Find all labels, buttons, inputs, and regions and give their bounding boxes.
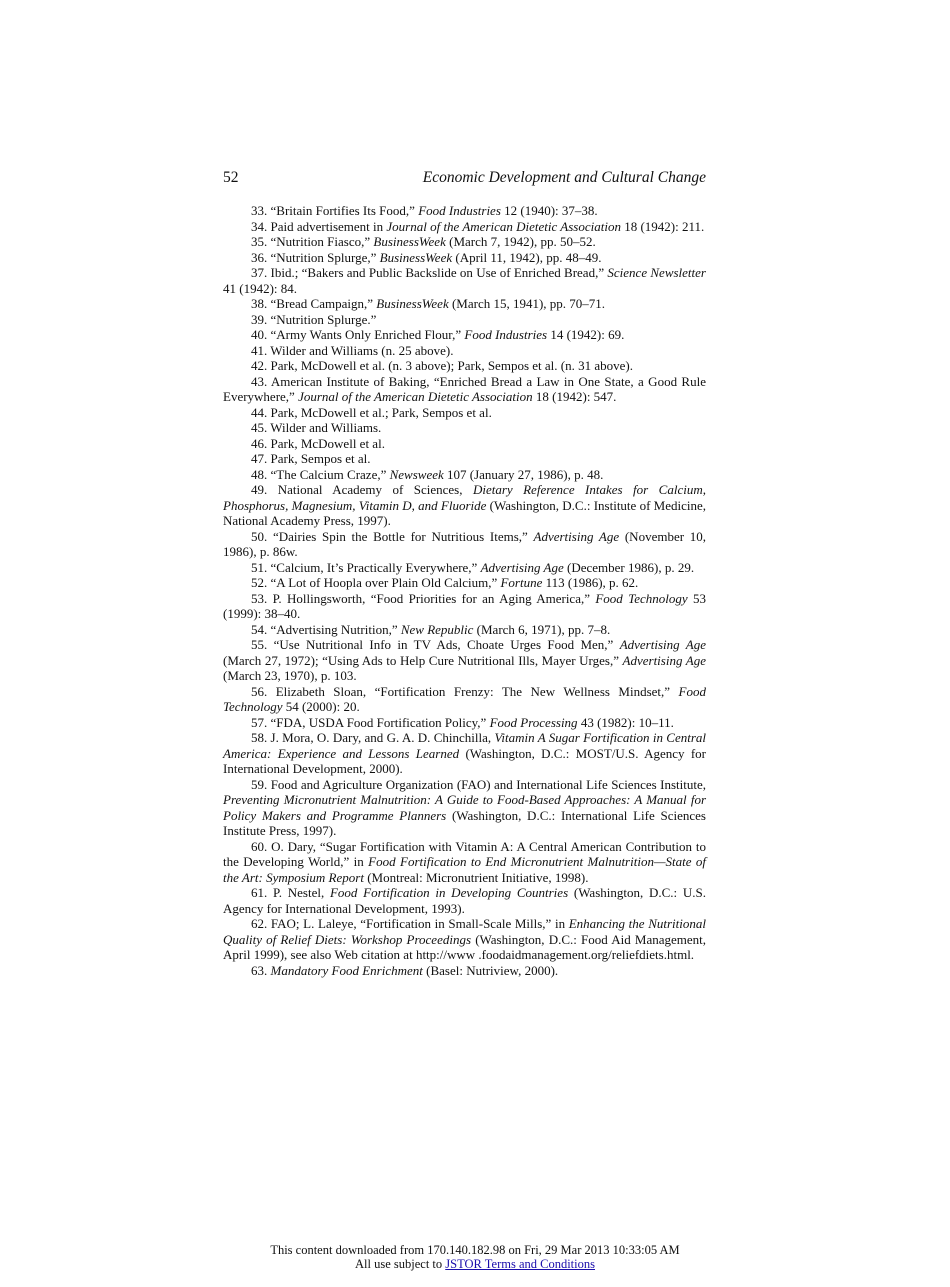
endnote-title: Food Technology [595,590,688,606]
endnote-title: Food Processing [489,714,578,730]
endnote [223,312,706,328]
endnote-text: (March 23, 1970), p. 103. [223,668,357,683]
endnote [223,420,706,436]
endnote-text: 40. “Army Wants Only Enriched Flour,” [251,327,465,342]
endnote [223,482,706,529]
endnote-title: Food Technology [223,683,706,714]
endnote-text: 50. “Dairies Spin the Bottle for Nutritious Items,” [251,528,534,544]
endnote [223,219,706,235]
endnote-title: Enhancing the Nutritional Quality of Relief Diets: Workshop Proceedings [223,916,706,947]
endnote-text: 46. Park, McDowell et al. [251,435,385,451]
endnote-title: Dietary Reference Intakes for Calcium, Phosphorus, Magnesium, Vitamin D, and Fluoride [223,482,706,513]
endnote-text: (March 27, 1972); “Using Ads to Help Cure Nutritional Ills, Mayer Urges,” [223,652,623,668]
page-number: 52 [223,169,239,186]
endnote [223,560,706,576]
endnote-text: 34. Paid advertisement in [251,218,387,234]
endnote-title: New Republic [400,621,474,637]
download-info: This content downloaded from 170.140.182.98 on Fri, 29 Mar 2013 10:33:05 AM [270,1243,680,1257]
endnote-title: Science Newsletter [607,265,706,280]
endnote-text: 52. “A Lot of Hoopla over Plain Old Calcium,” [251,575,501,590]
endnote-title: Fortune [500,575,543,590]
endnote [223,374,706,405]
endnote [223,451,706,467]
endnote-title: BusinessWeek [376,296,449,311]
endnote [223,234,706,250]
endnote-title: Vitamin A Sugar Fortification in Central America: Experience and Lessons Learned [223,730,706,761]
endnote-text: 36. “Nutrition Splurge,” [251,249,380,265]
endnote-title: Newsweek [389,466,444,482]
endnote-text: 54. “Advertising Nutrition,” [251,621,401,637]
endnote-text: (Basel: Nutriview, 2000). [422,962,559,978]
endnote-text: 57. “FDA, USDA Food Fortification Policy,” [251,714,490,730]
endnote [223,358,706,374]
endnote-text: (Washington, D.C.: Institute of Medicine, National Academy Press, 1997). [223,497,707,528]
endnote-title: Journal of the American Dietetic Association [298,389,533,404]
terms-prefix: All use subject to [355,1257,446,1271]
endnote-text: (Washington, D.C.: Food Aid Management, April 1999), see also Web citation at http://www .foodaidmanagement.org/reliefdiets.html. [223,931,706,962]
endnote-text: 12 (1940): 37–38. [500,203,598,218]
endnote-title: BusinessWeek [379,249,453,265]
endnote-title: Food Fortification in Developing Countries [329,885,569,900]
endnote-text: 18 (1942): 211. [620,218,705,234]
endnote-text: 43 (1982): 10–11. [577,714,674,730]
endnote [223,575,706,591]
endnote [223,343,706,359]
endnote [223,622,706,638]
endnote [223,916,706,963]
endnote-title: Advertising Age [622,652,706,668]
endnote-title: Mandatory Food Enrichment [270,962,423,978]
endnotes-list [223,203,706,978]
endnote-text: 59. Food and Agriculture Organization (FAO) and International Life Sciences Institute, [251,776,706,792]
endnote-text: 49. National Academy of Sciences, [251,482,473,497]
endnote [223,436,706,452]
endnote [223,467,706,483]
endnote-text: 45. Wilder and Williams. [251,420,382,435]
endnote-text: 107 (January 27, 1986), p. 48. [443,466,604,482]
endnote-text: (April 11, 1942), pp. 48–49. [452,249,602,265]
endnote-text: 18 (1942): 547. [532,389,617,404]
endnote-text: 56. Elizabeth Sloan, “Fortification Frenzy: The New Wellness Mindset,” [251,683,679,699]
endnote-text: 62. FAO; L. Laleye, “Fortification in Small-Scale Mills,” in [251,916,569,931]
endnote [223,715,706,731]
endnote-text: 54 (2000): 20. [282,699,360,714]
endnote-text: 44. Park, McDowell et al.; Park, Sempos et al. [251,404,492,420]
endnote [223,963,706,979]
endnote-text: (Washington, D.C.: U.S. Agency for International Development, 1993). [223,885,706,916]
endnote [223,250,706,266]
endnote [223,265,706,296]
endnote-title: Advertising Age [533,528,620,544]
endnote-text: 53 (1999): 38–40. [223,590,706,621]
endnote-text: 33. “Britain Fortifies Its Food,” [251,203,419,218]
endnote [223,529,706,560]
endnote-text: 39. “Nutrition Splurge.” [251,311,377,327]
endnote-text: 48. “The Calcium Craze,” [251,466,390,482]
endnote-title: BusinessWeek [373,234,446,249]
endnote-text: 61. P. Nestel, [251,885,330,900]
endnote [223,839,706,886]
endnote-text: 43. American Institute of Baking, “Enriched Bread a Law in One State, a Good Rule Everywhere,” [223,373,706,404]
page-header [223,168,706,188]
endnote-text: 55. “Use Nutritional Info in TV Ads, Choate Urges Food Men,” [251,637,620,652]
endnote [223,885,706,916]
endnote-text: (Washington, D.C.: International Life Sciences Institute Press, 1997). [223,807,706,838]
endnote [223,591,706,622]
download-footer [0,1243,950,1271]
endnote [223,327,706,343]
terms-line [0,1257,950,1271]
endnote [223,296,706,312]
endnote [223,777,706,839]
endnote-text: (November 10, 1986), p. 86w. [223,528,707,559]
endnote [223,637,706,684]
endnote-text: (December 1986), p. 29. [563,559,695,575]
endnote-text: (Washington, D.C.: MOST/U.S. Agency for International Development, 2000). [223,745,707,776]
endnote-title: Advertising Age [619,637,706,652]
endnote-title: Food Fortification to End Micronutrient Malnutrition—State of the Art: Symposium Report [223,854,707,885]
endnote-title: Food Industries [418,203,501,218]
endnote-title: Advertising Age [480,559,564,575]
endnote-text: 14 (1942): 69. [547,327,625,342]
endnote-title: Preventing Micronutrient Malnutrition: A Guide to Food-Based Approaches: A Manual for Policy Makers and Programme Planners [223,792,706,823]
endnote-text: 113 (1986), p. 62. [542,575,639,590]
endnote-text: 58. J. Mora, O. Dary, and G. A. D. Chinchilla, [251,730,495,745]
endnote-text: 42. Park, McDowell et al. (n. 3 above); Park, Sempos et al. (n. 31 above). [251,358,633,373]
endnote-text: (March 15, 1941), pp. 70–71. [448,296,606,311]
endnote-text: 41. Wilder and Williams (n. 25 above). [251,342,454,358]
endnote-text: 37. Ibid.; “Bakers and Public Backslide on Use of Enriched Bread,” [251,265,608,280]
endnote-text: 53. P. Hollingsworth, “Food Priorities for an Aging America,” [251,590,596,606]
endnote-text: 51. “Calcium, It’s Practically Everywhere,” [251,559,481,575]
endnote-text: 41 (1942): 84. [223,280,298,296]
endnote-text: 38. “Bread Campaign,” [251,296,377,311]
endnote-text: 60. O. Dary, “Sugar Fortification with Vitamin A: A Central American Contribution to the Developing World,” in [223,838,706,869]
endnote-title: Journal of the American Dietetic Association [386,218,621,234]
endnote [223,684,706,715]
endnote-text: 35. “Nutrition Fiasco,” [251,234,374,249]
endnote [223,405,706,421]
journal-title: Economic Development and Cultural Change [422,169,706,186]
endnote-text: 63. [251,962,271,978]
endnote-text: (March 6, 1971), pp. 7–8. [473,621,611,637]
endnote-text: (Montreal: Micronutrient Initiative, 1998). [363,869,589,885]
jstor-terms-link[interactable]: JSTOR Terms and Conditions [445,1257,595,1271]
endnote [223,730,706,777]
endnote-title: Food Industries [464,327,548,342]
endnote [223,203,706,219]
endnote-text: 47. Park, Sempos et al. [251,451,371,466]
endnote-text: (March 7, 1942), pp. 50–52. [445,234,596,249]
